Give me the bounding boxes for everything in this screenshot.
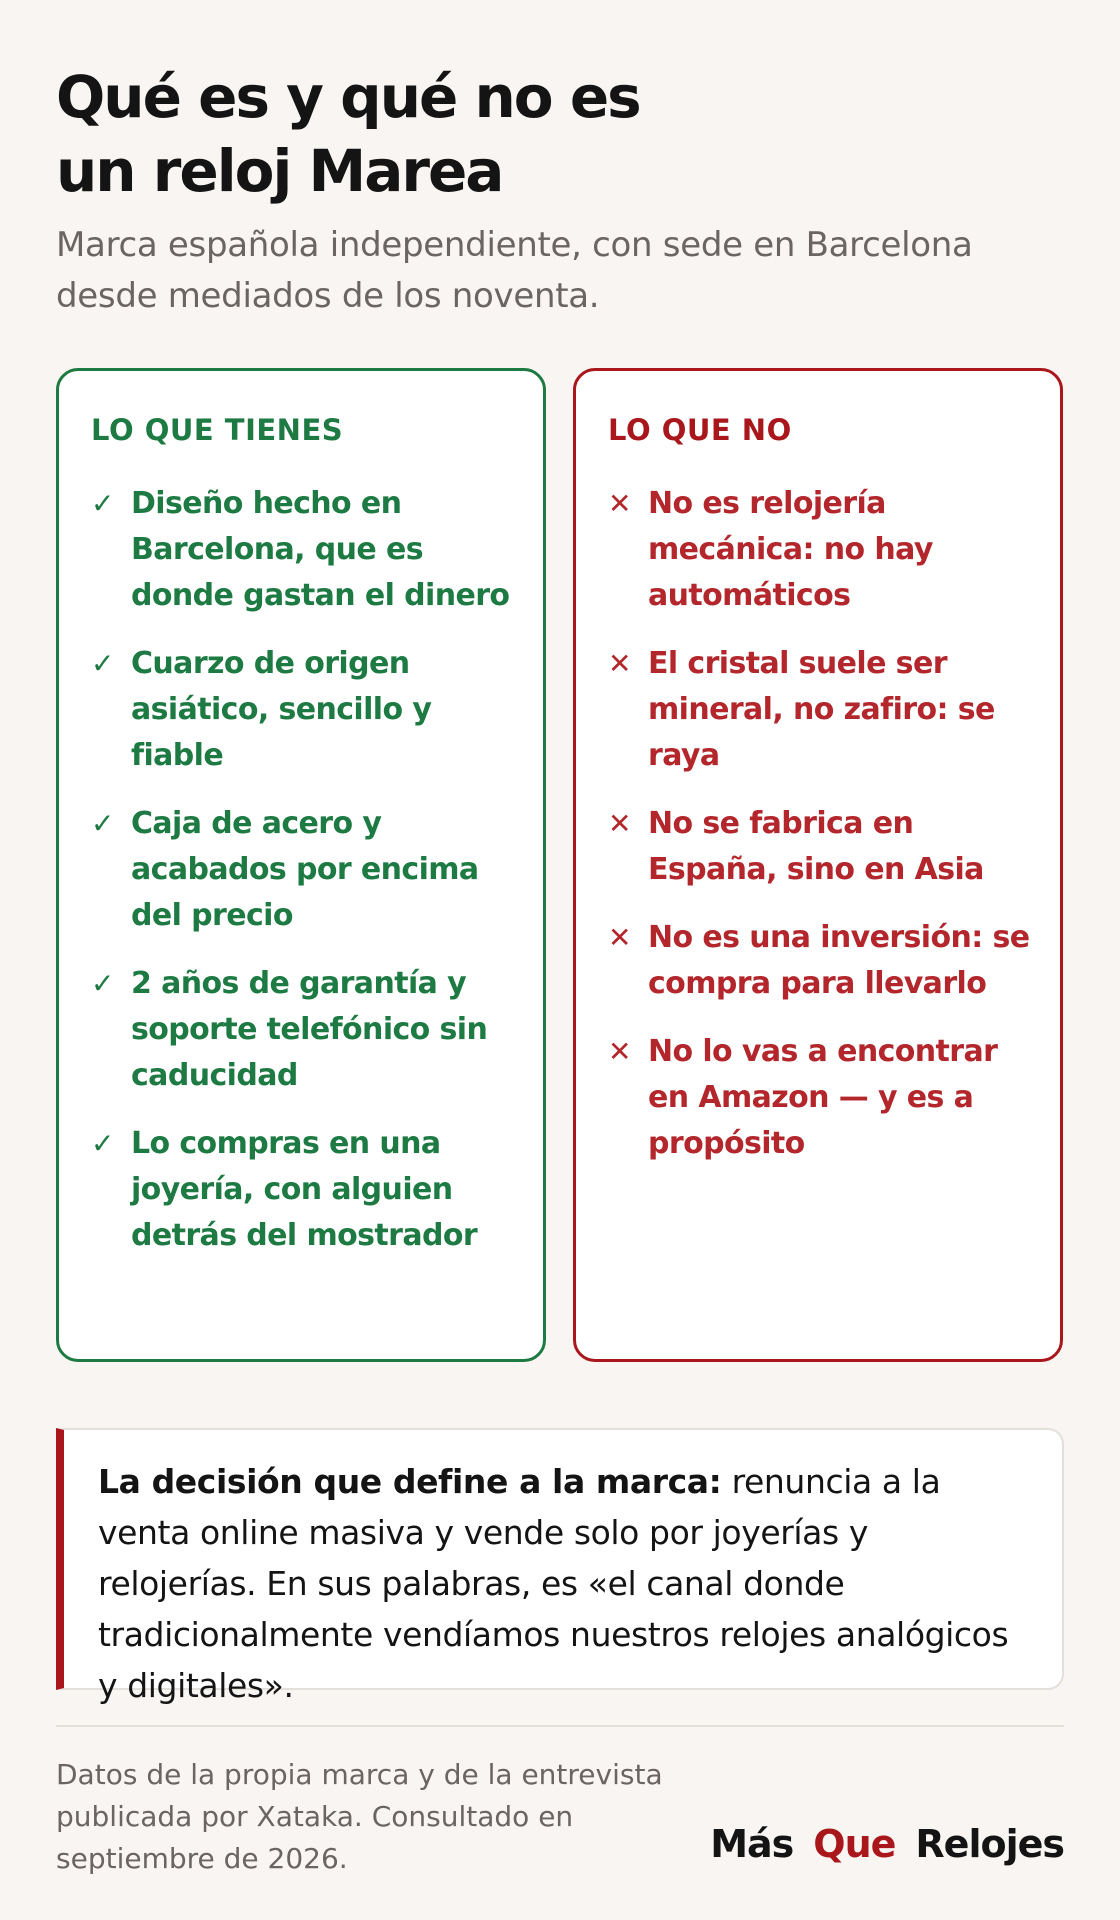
cons-list <box>608 481 1040 1189</box>
pros-item-text: Caja de acero y acabados por encima del precio <box>131 806 479 933</box>
cons-item <box>608 481 1040 619</box>
pros-list <box>91 481 523 1281</box>
check-icon: ✓ <box>91 967 115 1000</box>
logo-word-3: Relojes <box>915 1822 1064 1866</box>
callout-lead: La decisión que define a la marca: <box>98 1462 722 1501</box>
logo-word-2: Que <box>813 1822 896 1866</box>
title-line-2: un reloj Marea <box>56 137 503 205</box>
pros-item-text: Lo compras en una joyería, con alguien detrás del mostrador <box>131 1126 478 1253</box>
pros-item-text: Diseño hecho en Barcelona, que es donde gastan el dinero <box>131 486 510 613</box>
cons-item-text: No es una inversión: se compra para llevarlo <box>648 920 1030 1001</box>
check-icon: ✓ <box>91 807 115 840</box>
title-line-1: Qué es y qué no es <box>56 63 640 131</box>
pros-item <box>91 961 523 1099</box>
pros-heading: LO QUE TIENES <box>91 413 344 447</box>
footer-divider <box>56 1725 1064 1727</box>
cons-item-text: El cristal suele ser mineral, no zafiro: se raya <box>648 646 995 773</box>
pros-item <box>91 641 523 779</box>
check-icon: ✓ <box>91 487 115 520</box>
source-note: Datos de la propia marca y de la entrevista publicada por Xataka. Consultado en septiembre de 2026. <box>56 1758 663 1875</box>
logo-word-1: Más <box>710 1822 794 1866</box>
pros-item-text: 2 años de garantía y soporte telefónico sin caducidad <box>131 966 488 1093</box>
page-subtitle: Marca española independiente, con sede en Barcelona desde mediados de los noventa. <box>56 225 973 316</box>
pros-item <box>91 481 523 619</box>
check-icon: ✓ <box>91 647 115 680</box>
pros-item <box>91 1121 523 1259</box>
cons-item-text: No es relojería mecánica: no hay automáticos <box>648 486 933 613</box>
callout-box <box>56 1428 1064 1705</box>
page-title <box>56 60 816 208</box>
cons-heading: LO QUE NO <box>608 413 792 447</box>
cross-icon: ✕ <box>608 807 632 840</box>
cons-item <box>608 1029 1040 1167</box>
pros-item <box>91 801 523 939</box>
callout-text <box>98 1456 1032 1711</box>
cross-icon: ✕ <box>608 487 632 520</box>
cons-item-text: No se fabrica en España, sino en Asia <box>648 806 984 887</box>
cross-icon: ✕ <box>608 1035 632 1068</box>
cons-item-text: No lo vas a encontrar en Amazon — y es a propósito <box>648 1034 998 1161</box>
callout-body: renuncia a la venta online masiva y vende solo por joyerías y relojerías. En sus palabras, es «el canal donde tradicionalmente vendíamos nuestros relojes analógicos y digitales». <box>98 1462 1009 1705</box>
check-icon: ✓ <box>91 1127 115 1160</box>
pros-card <box>56 368 546 1362</box>
cons-item <box>608 915 1040 1007</box>
brand-logo <box>710 1822 1064 1866</box>
pros-item-text: Cuarzo de origen asiático, sencillo y fiable <box>131 646 432 773</box>
cross-icon: ✕ <box>608 921 632 954</box>
cons-card <box>573 368 1063 1362</box>
cross-icon: ✕ <box>608 647 632 680</box>
cons-item <box>608 641 1040 779</box>
cons-item <box>608 801 1040 893</box>
